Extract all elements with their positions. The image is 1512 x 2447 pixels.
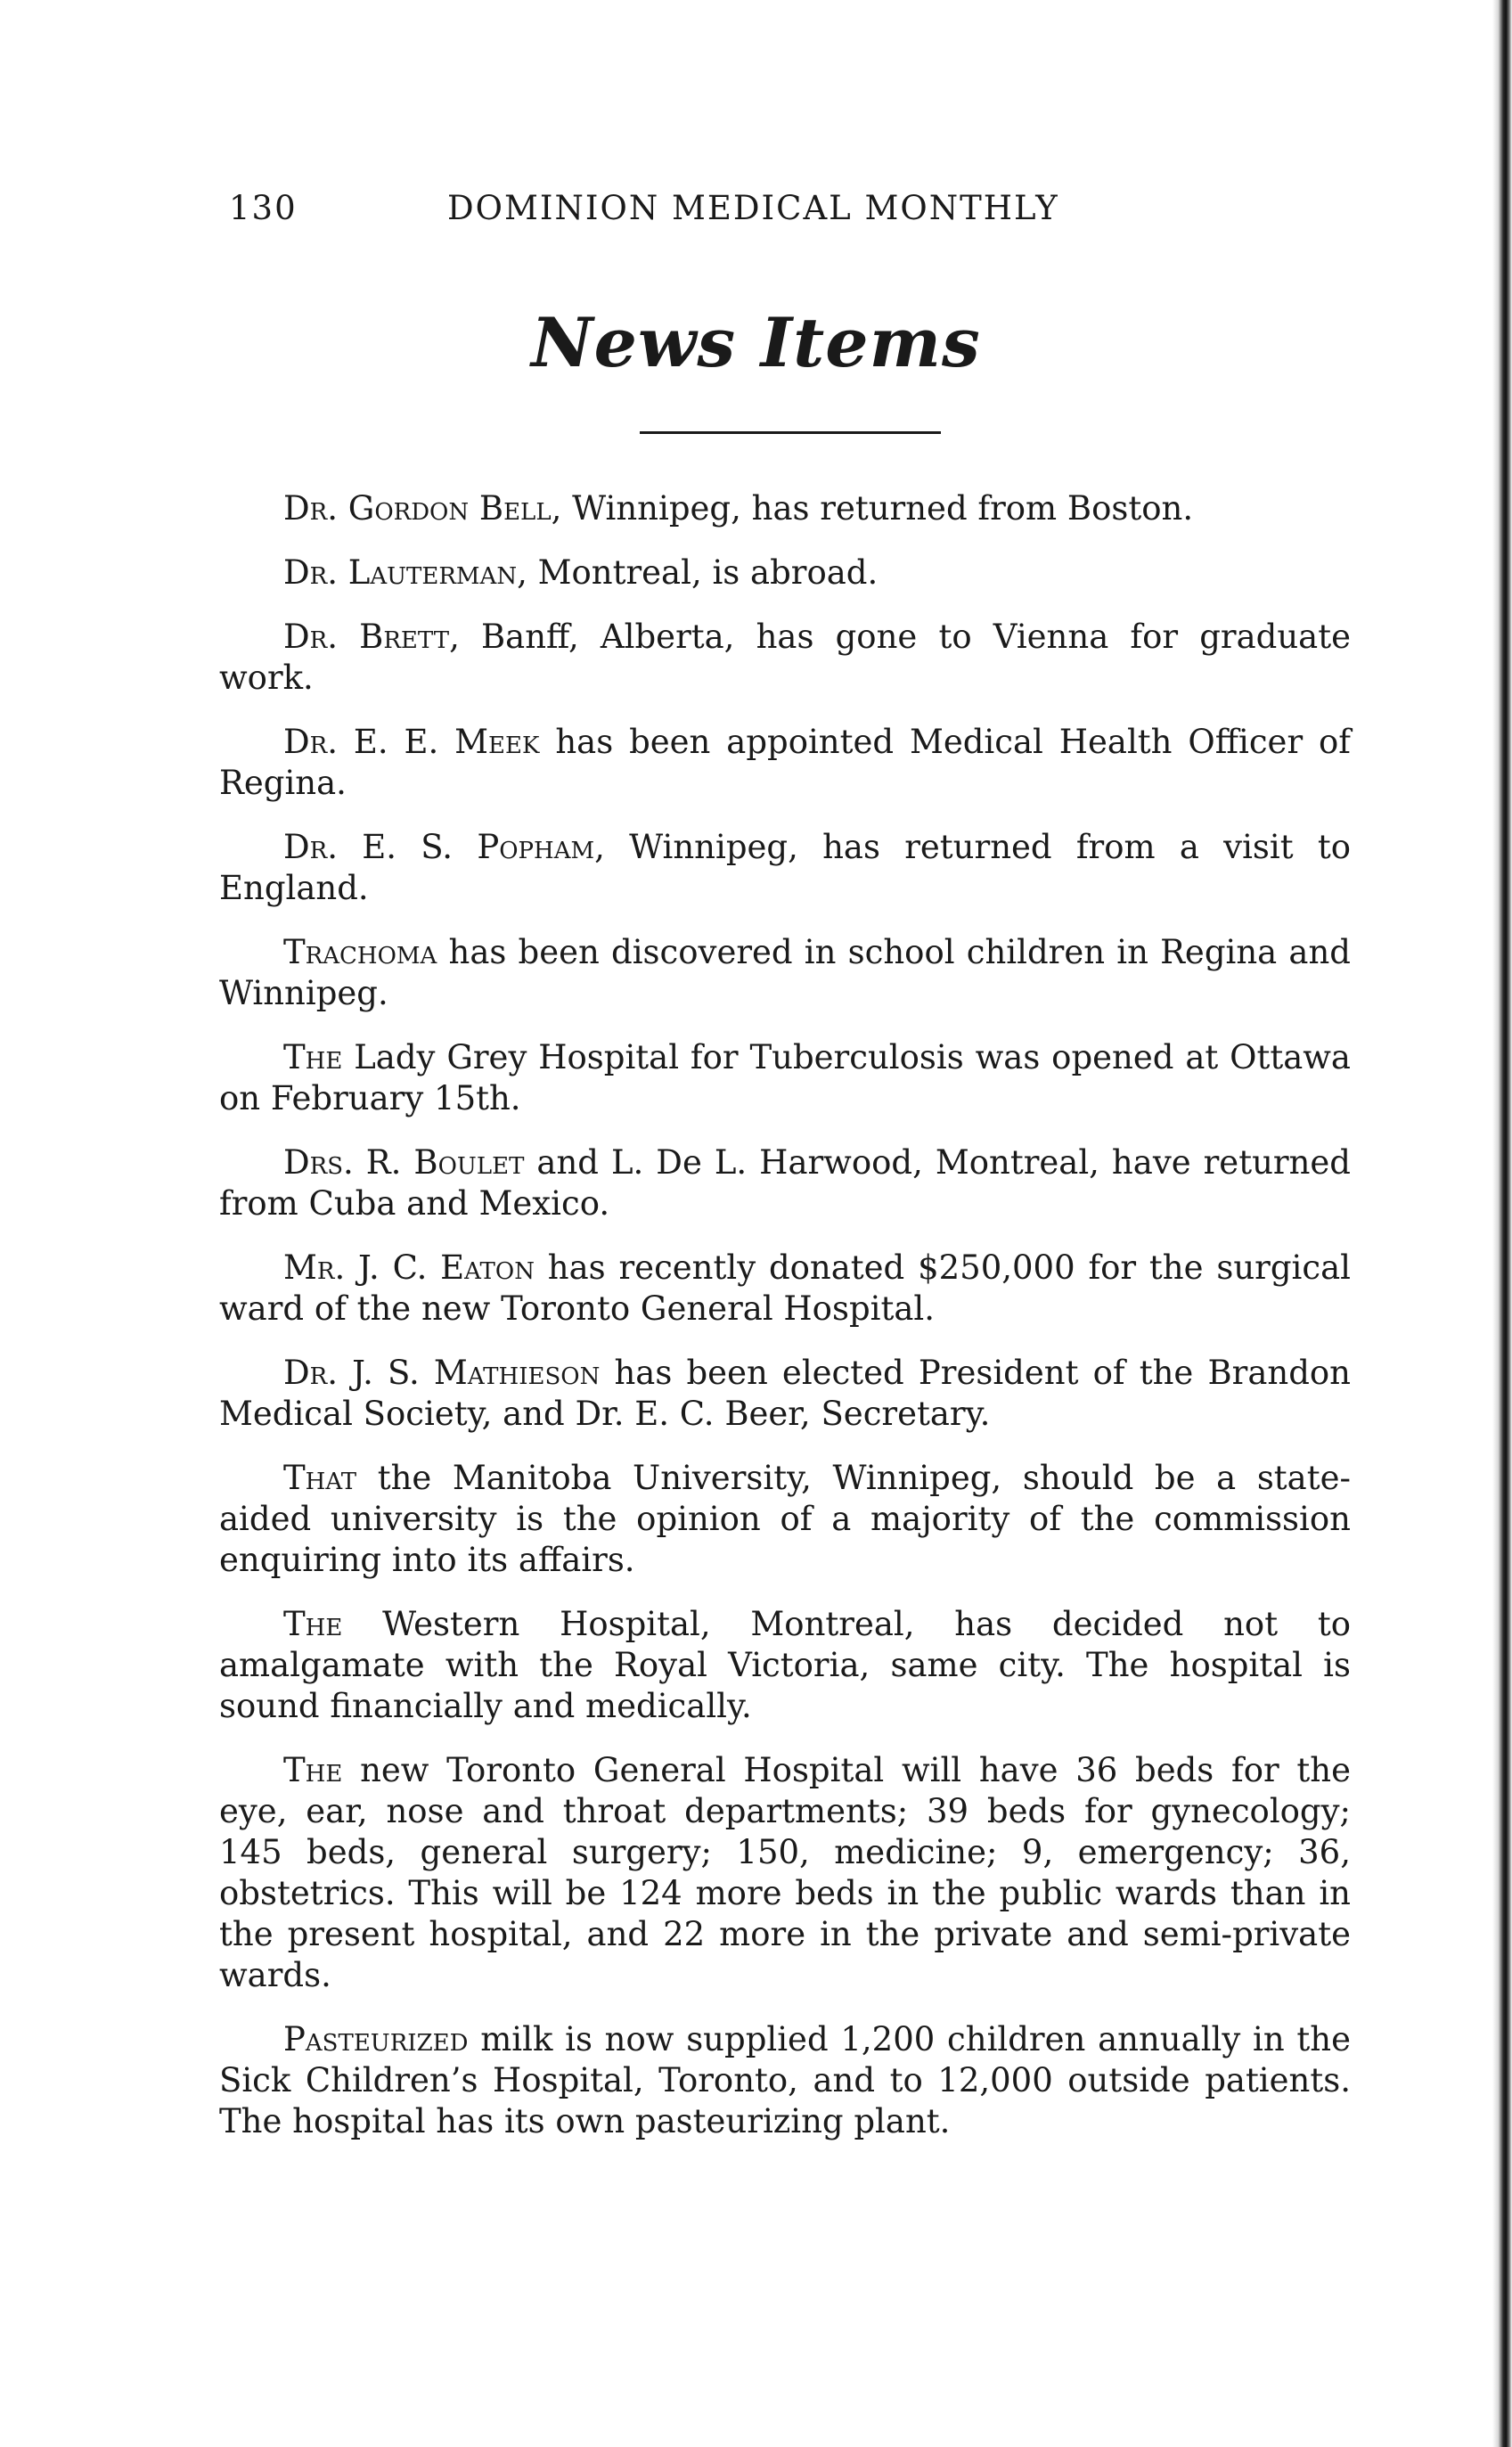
- news-item-text: has been discovered in school children in Regina and Winnipeg.: [219, 933, 1351, 1012]
- news-items: [219, 488, 1351, 2165]
- section-divider: [640, 431, 941, 434]
- news-item-text: Lady Grey Hospital for Tuberculosis was opened at Ottawa on February 15th.: [219, 1038, 1351, 1117]
- news-item-lead: The: [283, 1751, 343, 1789]
- news-item-lead: Mr. J. C. Eaton: [283, 1248, 535, 1287]
- news-item: [219, 1142, 1351, 1224]
- news-item-text: new Toronto General Hospital will have 36 beds for the eye, ear, nose and throat departments; 39 beds for gynecology; 145 beds, general surgery; 150, medicine; 9, emergency; 36, obstetrics. This will be 124 more beds in the public wards than in the present hospital, and 22 more in the private and semi-private wards.: [219, 1751, 1351, 1994]
- news-item-text: milk is now supplied 1,200 children annually in the Sick Children’s Hospital, Toronto, and to 12,000 outside patients. The hospital has its own pasteurizing plant.: [219, 2020, 1351, 2140]
- news-item-text: Winnipeg, has returned from Boston.: [561, 489, 1194, 528]
- news-item-lead: Dr. Brett,: [283, 618, 460, 656]
- news-item-text: Montreal, is abroad.: [527, 553, 879, 592]
- news-item-lead: Dr. E. S. Popham,: [283, 828, 605, 866]
- news-item-text: Winnipeg, has returned from a visit to England.: [219, 828, 1351, 907]
- news-item: [219, 488, 1351, 529]
- news-item-lead: Drs. R. Boulet: [283, 1143, 525, 1182]
- news-item: [219, 932, 1351, 1014]
- news-item: [219, 617, 1351, 699]
- news-item-text: has been elected President of the Brandon Medical Society, and Dr. E. C. Beer, Secretary.: [219, 1354, 1351, 1433]
- news-item: [219, 1037, 1351, 1119]
- news-item-text: and L. De L. Harwood, Montreal, have returned from Cuba and Mexico.: [219, 1143, 1351, 1223]
- news-item: [219, 552, 1351, 593]
- news-item: [219, 722, 1351, 804]
- news-item-lead: Trachoma: [283, 933, 437, 971]
- news-item-lead: Dr. Lauterman,: [283, 553, 527, 592]
- news-item-lead: Dr. E. E. Meek: [283, 723, 540, 761]
- news-item-lead: Pasteurized: [283, 2020, 469, 2058]
- news-item-lead: The: [283, 1605, 343, 1643]
- news-item: [219, 1458, 1351, 1581]
- running-head: [229, 189, 1084, 233]
- news-item: [219, 2019, 1351, 2142]
- news-item-lead: That: [283, 1459, 357, 1497]
- page-number: 130: [229, 189, 298, 227]
- news-item: [219, 1750, 1351, 1996]
- news-item-text: has been appointed Medical Health Officer of Regina.: [219, 723, 1351, 802]
- news-item-lead: Dr. J. S. Mathieson: [283, 1354, 601, 1392]
- news-item-lead: Dr. Gordon Bell,: [283, 489, 562, 528]
- news-item-text: Banff, Alberta, has gone to Vienna for graduate work.: [219, 618, 1352, 697]
- news-item: [219, 1604, 1351, 1727]
- news-item: [219, 1353, 1351, 1435]
- news-item: [219, 1248, 1351, 1330]
- news-item: [219, 827, 1351, 909]
- news-item-text: Western Hospital, Montreal, has decided not to amalgamate with the Royal Victoria, same city. The hospital is sound financially and medically.: [219, 1605, 1351, 1725]
- news-item-text: has recently donated $250,000 for the surgical ward of the new Toronto General Hospital.: [219, 1248, 1351, 1328]
- journal-title: DOMINION MEDICAL MONTHLY: [447, 189, 1059, 227]
- news-item-lead: The: [283, 1038, 343, 1076]
- news-item-text: the Manitoba University, Winnipeg, should be a state-aided university is the opinion of a majority of the commission enquiring into its affairs.: [219, 1459, 1351, 1579]
- section-title: News Items: [531, 303, 981, 382]
